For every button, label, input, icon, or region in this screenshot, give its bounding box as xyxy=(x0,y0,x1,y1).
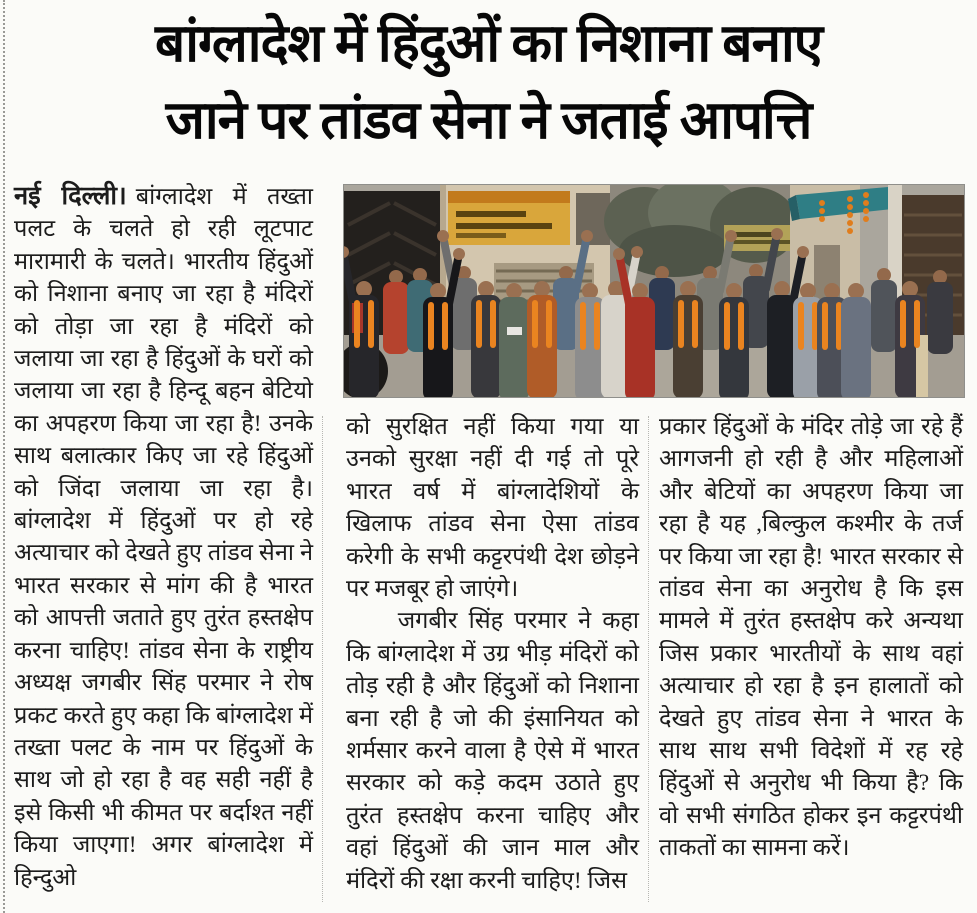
dateline: नई दिल्ली। xyxy=(14,181,127,210)
column2-paragraph-1: को सुरक्षित नहीं किया गया या उनको सुरक्षा नहीं दी गई तो पूरे भारत वर्ष में बांग्लादेशियों के खिलाफ तांडव सेना ऐसा तांडव करेगी के सभी कट्टरपंथी देश छोड़ने पर मजबूर हो जाएंगे। xyxy=(346,414,639,603)
column2-paragraph-2: जगबीर सिंह परमार ने कहा कि बांग्लादेश में उग्र भीड़ मंदिरों को तोड़ रही है और हिंदुओं को निशाना बना रही है जो की इंसानियत को शर्मसार करने वाला है ऐसे में भारत सरकार को कड़े कदम उठाते हुए तुरंत हस्तक्षेप करना चाहिए और वहां हिंदुओं की जान माल और मंदिरों की रक्षा करनी चाहिए! जिस xyxy=(346,608,639,894)
column1-text: बांग्लादेश में तख्ता पलट के चलते हो रही लूटपाट मारामारी के चलते। भारतीय हिंदुओं को निशाना बनाए जा रहा है मंदिरों को तोड़ा जा रहा है मंदिरों को जलाया जा रहा है हिंदुओं के घरों को जलाया जा रहा है हिन्दू बहन बेटियो का अपहरण किया जा रहा है! उनके साथ बलात्कार किए जा रहे हिंदुओं को जिंदा जलाया जा रहा है। बांग्लादेश में हिंदुओं पर हो रहे अत्याचार को देखते हुए तांडव सेना ने भारत सरकार से मांग की है भारत को आपत्ती जताते हुए तुरंत हस्तक्षेप करना चाहिए! तांडव सेना के राष्ट्रीय अध्यक्ष जगबीर सिंह परमार ने रोष प्रकट करते हुए कहा कि बांग्लादेश में तख्ता पलट के नाम पर हिंदुओं के साथ जो हो रहा है वह सही नहीं है इसे किसी भी कीमत पर बर्दाश्त नहीं किया जाएगा! अगर बांग्लादेश में हिन्दुओ xyxy=(14,184,313,891)
headline xyxy=(14,6,963,160)
article-column-1 xyxy=(14,180,313,906)
article-column-2 xyxy=(346,411,639,909)
headline-line1: बांग्लादेश में हिंदुओं का निशाना बनाए xyxy=(154,15,823,73)
headline-line2: जाने पर तांडव सेना ने जताई आपत्ति xyxy=(165,92,812,150)
column-divider-2 xyxy=(648,416,649,902)
protest-photo-image xyxy=(344,185,964,397)
protest-photo xyxy=(343,184,965,398)
column-divider-1 xyxy=(322,416,323,902)
left-column-dotted-rule xyxy=(3,0,5,913)
article-column-3 xyxy=(659,411,963,909)
column3-text: प्रकार हिंदुओं के मंदिर तोड़े जा रहे हैं आगजनी हो रही है और महिलाओं और बेटियों का अपहरण किया जा रहा है यह ,बिल्कुल कश्मीर के तर्ज पर किया जा रहा है! भारत सरकार से तांडव सेना का अनुरोध है कि इस मामले में तुरंत हस्तक्षेप करे अन्यथा जिस प्रकार भारतीयों के साथ वहां अत्याचार हो रहा है इन हालातों को देखते हुए तांडव सेना ने भारत के साथ साथ सभी विदेशों में रह रहे हिंदुओं से अनुरोध भी किया है? कि वो सभी संगठित होकर इन कट्टरपंथी ताकतों का सामना करें। xyxy=(659,414,963,862)
